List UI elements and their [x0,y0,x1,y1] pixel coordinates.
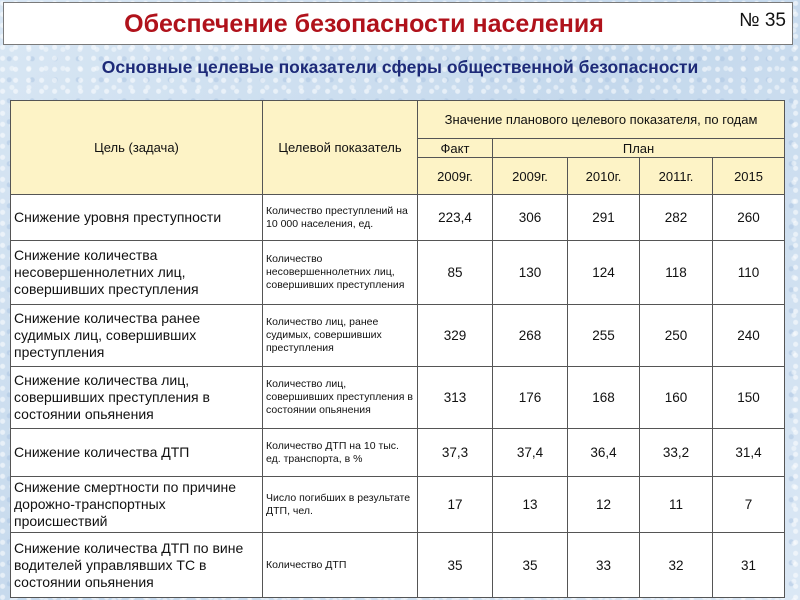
header-plan: План [493,139,785,158]
value-cell: 306 [493,195,568,241]
value-cell: 36,4 [568,429,640,477]
goal-cell: Снижение количества ранее судимых лиц, совершивших преступления [11,305,263,367]
value-cell: 160 [640,367,713,429]
value-cell: 130 [493,241,568,305]
value-cell: 240 [713,305,785,367]
value-cell: 17 [418,477,493,533]
value-cell: 313 [418,367,493,429]
indicator-cell: Количество лиц, совершивших преступления в состоянии опьянения [263,367,418,429]
value-cell: 124 [568,241,640,305]
value-cell: 250 [640,305,713,367]
table-row [11,195,785,241]
table-row [11,241,785,305]
indicator-cell: Количество лиц, ранее судимых, совершивших преступления [263,305,418,367]
value-cell: 31 [713,533,785,598]
value-cell: 282 [640,195,713,241]
indicator-cell: Количество ДТП [263,533,418,598]
goal-cell: Снижение количества ДТП по вине водителей управлявших ТС в состоянии опьянения [11,533,263,598]
value-cell: 110 [713,241,785,305]
header-goal: Цель (задача) [11,101,263,195]
title-box [3,2,793,45]
value-cell: 176 [493,367,568,429]
header-year: 2010г. [568,158,640,195]
header-values: Значение планового целевого показателя, по годам [418,101,785,139]
value-cell: 37,3 [418,429,493,477]
value-cell: 260 [713,195,785,241]
value-cell: 268 [493,305,568,367]
value-cell: 168 [568,367,640,429]
table-row [11,305,785,367]
value-cell: 12 [568,477,640,533]
slide-number: № 35 [739,10,786,31]
header-year: 2011г. [640,158,713,195]
header-year: 2009г. [418,158,493,195]
table-row [11,533,785,598]
goal-cell: Снижение смертности по причине дорожно-транспортных происшествий [11,477,263,533]
value-cell: 329 [418,305,493,367]
indicator-cell: Количество ДТП на 10 тыс. ед. транспорта, в % [263,429,418,477]
header-year: 2015 [713,158,785,195]
goal-cell: Снижение уровня преступности [11,195,263,241]
indicators-table [10,100,785,598]
value-cell: 255 [568,305,640,367]
table-row [11,429,785,477]
value-cell: 33 [568,533,640,598]
value-cell: 32 [640,533,713,598]
indicator-cell: Количество преступлений на 10 000 населения, ед. [263,195,418,241]
goal-cell: Снижение количества ДТП [11,429,263,477]
value-cell: 223,4 [418,195,493,241]
header-row [11,101,785,139]
table-row [11,477,785,533]
value-cell: 118 [640,241,713,305]
value-cell: 13 [493,477,568,533]
table-subtitle: Основные целевые показатели сферы общественной безопасности [101,57,699,77]
indicator-cell: Число погибших в результате ДТП, чел. [263,477,418,533]
value-cell: 150 [713,367,785,429]
value-cell: 35 [418,533,493,598]
header-year: 2009г. [493,158,568,195]
page-title: Обеспечение безопасности населения [124,10,604,38]
header-fact: Факт [418,139,493,158]
goal-cell: Снижение количества несовершеннолетних лиц, совершивших преступления [11,241,263,305]
value-cell: 11 [640,477,713,533]
value-cell: 33,2 [640,429,713,477]
table-row [11,367,785,429]
header-indicator: Целевой показатель [263,101,418,195]
value-cell: 37,4 [493,429,568,477]
value-cell: 85 [418,241,493,305]
indicator-cell: Количество несовершеннолетних лиц, совершивших преступления [263,241,418,305]
value-cell: 7 [713,477,785,533]
value-cell: 31,4 [713,429,785,477]
value-cell: 35 [493,533,568,598]
goal-cell: Снижение количества лиц, совершивших преступления в состоянии опьянения [11,367,263,429]
value-cell: 291 [568,195,640,241]
